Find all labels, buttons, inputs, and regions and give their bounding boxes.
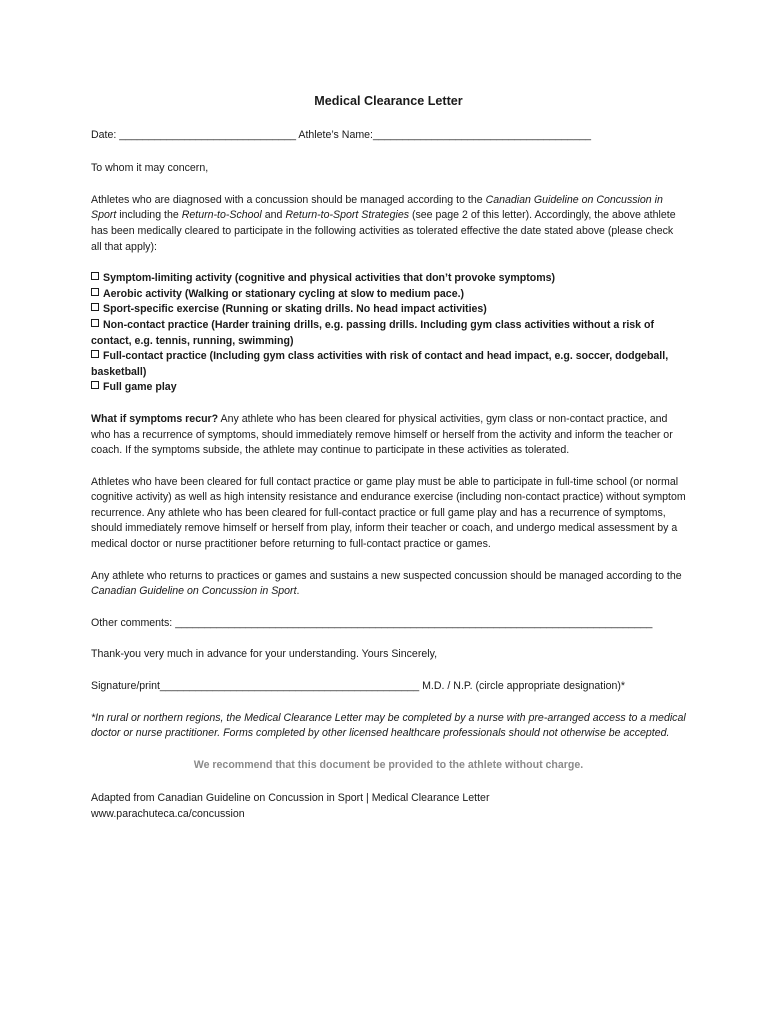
activity-checklist — [91, 271, 686, 396]
date-label: Date: — [91, 128, 117, 141]
footer-url[interactable]: www.parachuteca.ca/concussion — [91, 808, 245, 820]
symptoms-recur-text: Any athlete who has been cleared for physical activities, gym class or non-contact practice, and who has a recurrence of symptoms, should immediately remove himself or herself from the activity and inform the teacher or coach. If the symptoms subside, the athlete may continue to participate in these activities as tolerated. — [91, 412, 673, 457]
checklist-item-label: Aerobic activity (Walking or stationary cycling at slow to medium pace.) — [103, 287, 465, 300]
symptoms-recur-paragraph — [91, 412, 686, 459]
new-concussion-text-2: . — [296, 585, 300, 598]
other-comments-field[interactable]: _________________________________________________________________________________ — [175, 616, 653, 629]
checklist-item[interactable] — [91, 302, 686, 318]
intro-text-2: including the — [116, 209, 182, 222]
footnote: *In rural or northern regions, the Medical Clearance Letter may be completed by a nurse with pre-arranged access to a medical doctor or nurse practitioner. Forms completed by other licensed healthcare professionals should not otherwise be accepted. — [91, 711, 686, 740]
other-comments-line — [91, 616, 686, 632]
designation-text: M.D. / N.P. (circle appropriate designation)* — [419, 680, 626, 693]
checklist-item[interactable] — [91, 349, 686, 380]
date-field[interactable]: ______________________________ — [119, 128, 297, 141]
footer-source: Adapted from Canadian Guideline on Concussion in Sport | Medical Clearance Letter — [91, 792, 490, 805]
checkbox-icon[interactable] — [91, 350, 99, 358]
intro-text-1: Athletes who are diagnosed with a concussion should be managed according to the — [91, 193, 486, 206]
thanks-line: Thank-you very much in advance for your understanding. Yours Sincerely, — [91, 648, 438, 661]
signature-label: Signature/print — [91, 680, 160, 693]
date-athlete-line — [91, 128, 686, 144]
checklist-item-label: Sport-specific exercise (Running or skating drills. No head impact activities) — [103, 303, 487, 316]
athlete-name-label: Athlete’s Name: — [298, 128, 373, 141]
checkbox-icon[interactable] — [91, 319, 99, 327]
new-concussion-guideline-italic: Canadian Guideline on Concussion in Sport — [91, 585, 297, 598]
checkbox-icon[interactable] — [91, 381, 99, 389]
checklist-item[interactable] — [91, 380, 686, 396]
full-contact-paragraph: Athletes who have been cleared for full contact practice or game play must be able to participate in full-time school (or normal cognitive activity) as well as high intensity resistance and endurance exercise (including non-contact practice) without symptom recurrence. Any athlete who has been cleared for full-contact practice or full game play and has a recurrence of symptoms, should immediately remove himself or herself from play, inform their teacher or coach, and undergo medical assessment by a medical doctor or nurse practitioner before returning to full-contact practice or games. — [91, 475, 686, 551]
signature-field[interactable]: ____________________________________________ — [159, 680, 420, 693]
checkbox-icon[interactable] — [91, 303, 99, 311]
checkbox-icon[interactable] — [91, 288, 99, 296]
new-concussion-paragraph — [91, 569, 686, 600]
intro-text-3: and — [261, 209, 286, 222]
checklist-item-label: Non-contact practice (Harder training drills, e.g. passing drills. Including gym class activities without a risk of contact, e.g. tennis, running, swimming) — [91, 318, 654, 347]
checklist-item[interactable] — [91, 287, 686, 303]
intro-paragraph — [91, 193, 686, 255]
intro-return-school-italic: Return-to-School — [181, 209, 262, 222]
checklist-item-label: Full game play — [103, 381, 177, 394]
intro-text-4: (see page 2 of this letter). Accordingly, the above athlete has been medically cleared to participate in the following activities as tolerated effective the date stated above (please check all that apply): — [91, 209, 676, 253]
greeting: To whom it may concern, — [91, 162, 209, 175]
new-concussion-text-1: Any athlete who returns to practices or games and sustains a new suspected concussion should be managed according to the — [91, 569, 682, 582]
intro-guideline-italic: Canadian Guideline on Concussion in Sport — [91, 193, 663, 222]
intro-return-sport-italic: Return-to-Sport Strategies — [285, 209, 410, 222]
recommend-note: We recommend that this document be provided to the athlete without charge. — [193, 758, 584, 771]
document-title: Medical Clearance Letter — [314, 94, 463, 108]
symptoms-recur-heading: What if symptoms recur? — [91, 412, 219, 425]
footer — [91, 791, 686, 822]
checklist-item[interactable] — [91, 271, 686, 287]
letter-page — [91, 94, 686, 823]
checklist-item-label: Full-contact practice (Including gym class activities with risk of contact and head impact, e.g. soccer, dodgeball, basketball) — [91, 350, 669, 378]
checklist-item[interactable] — [91, 318, 686, 349]
checkbox-icon[interactable] — [91, 272, 99, 280]
signature-line — [91, 679, 686, 695]
checklist-item-label: Symptom-limiting activity (cognitive and physical activities that don’t provoke symptoms) — [103, 272, 556, 285]
other-comments-label: Other comments: — [91, 616, 176, 629]
athlete-name-field[interactable]: _____________________________________ — [373, 128, 591, 141]
